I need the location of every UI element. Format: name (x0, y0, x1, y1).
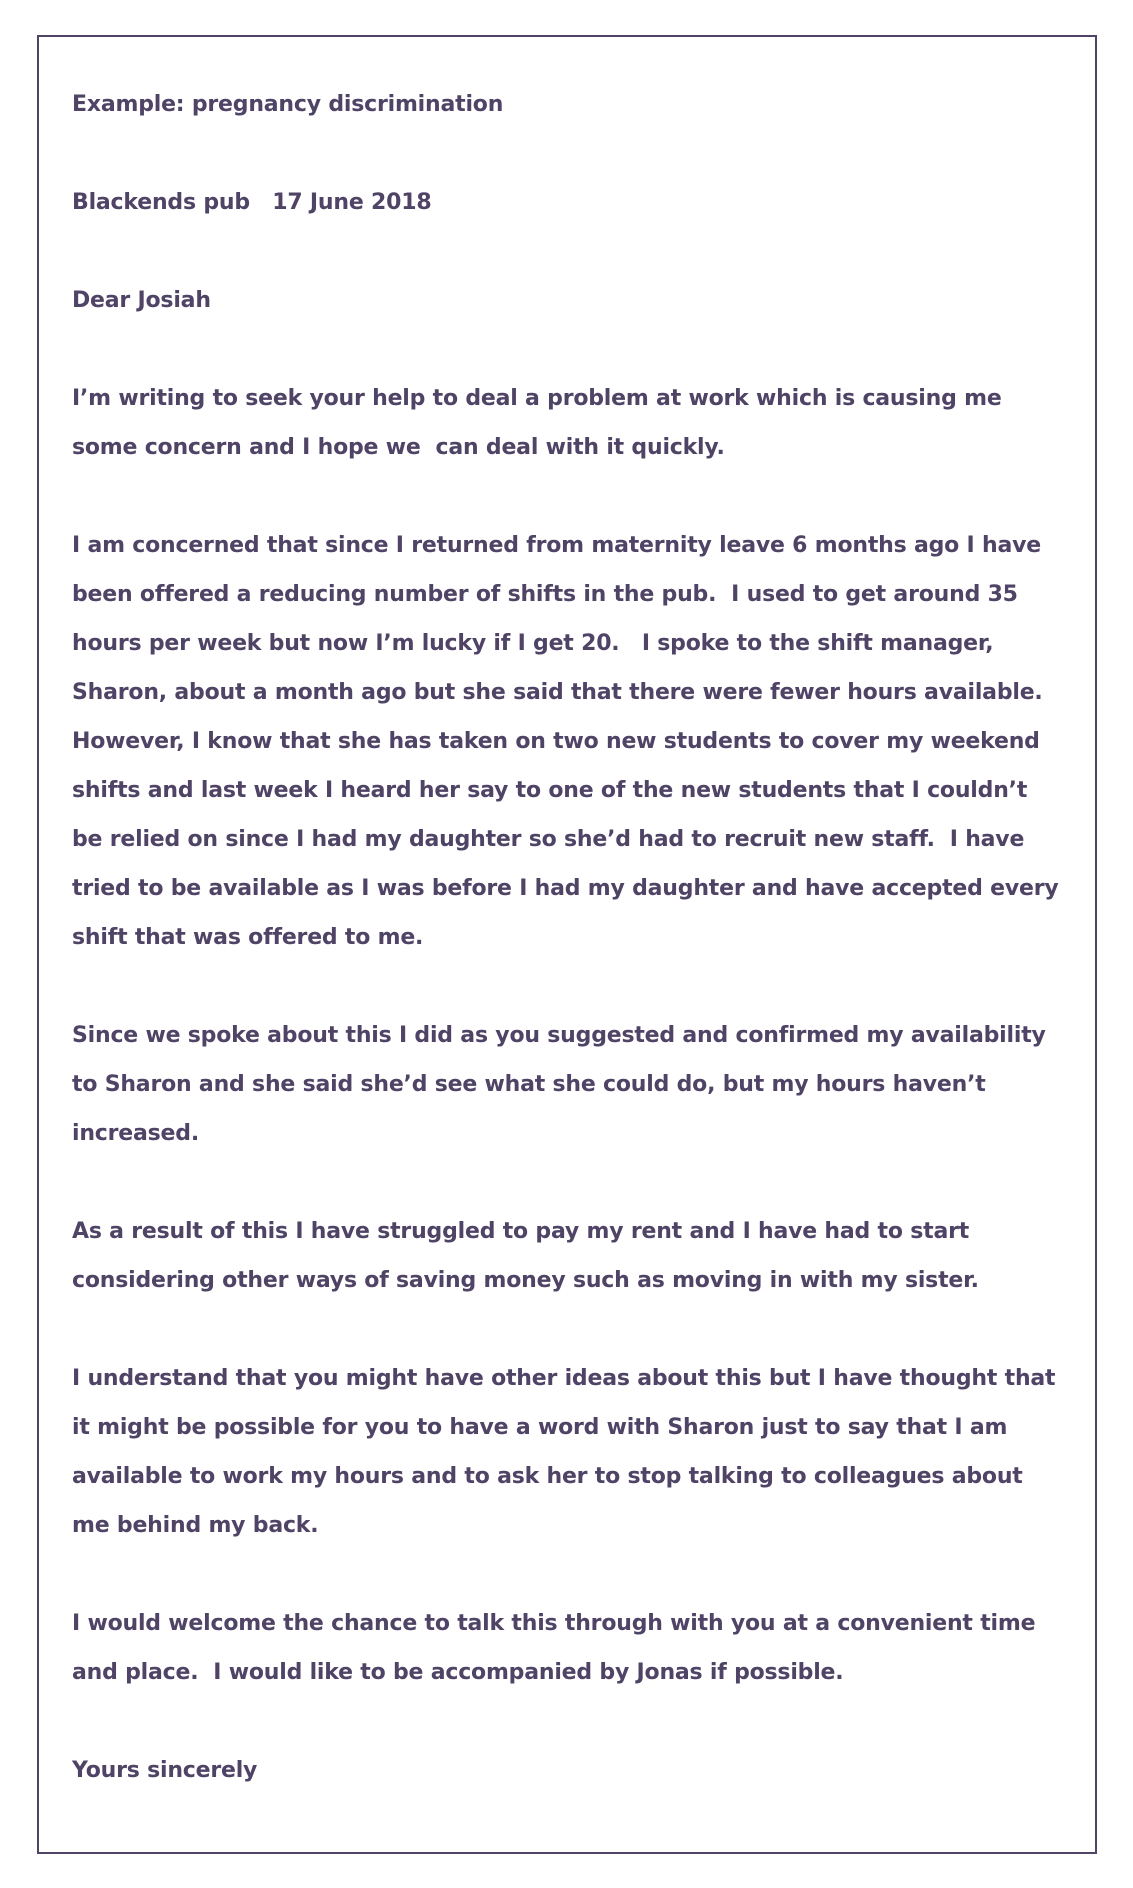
letter-paragraph-concern: I am concerned that since I returned from maternity leave 6 months ago I have been offered a reducing number of shifts in the pub. I used to get around 35 hours per week but now I’m lucky if I get 20. I spoke to the shift manager, Sharon, about a month ago but she said that there were fewer hours available. However, I know that she has taken on two new students to cover my weekend shifts and last week I heard her say to one of the new students that I couldn’t be relied on since I had my daughter so she’d had to recruit new staff. I have tried to be available as I was before I had my daughter and have accepted every shift that was offered to me. (72, 533, 1066, 950)
letter-paragraph-proposal: I understand that you might have other ideas about this but I have thought that it might be possible for you to have a word with Sharon just to say that I am available to work my hours and to ask her to stop talking to colleagues about me behind my back. (72, 1366, 1063, 1538)
letter-frame (37, 35, 1097, 1854)
letter-paragraph-impact: As a result of this I have struggled to pay my rent and I have had to start considering other ways of saving money such as moving in with my sister. (72, 1219, 979, 1293)
letter-closing: Yours sincerely (72, 1758, 258, 1783)
letter-paragraph-meeting: I would welcome the chance to talk this through with you at a convenient time and place. I would like to be accompanied by Jonas if possible. (72, 1611, 1043, 1685)
letter-paragraph-follow-up: Since we spoke about this I did as you suggested and confirmed my availability to Sharon and she said she’d see what she could do, but my hours haven’t increased. (72, 1023, 1054, 1146)
letter-salutation: Dear Josiah (72, 288, 211, 313)
letter-place-date: Blackends pub 17 June 2018 (72, 190, 432, 215)
letter-paragraph-request: I’m writing to seek your help to deal a problem at work which is causing me some concern and I hope we can deal with it quickly. (72, 386, 1010, 460)
letter-heading: Example: pregnancy discrimination (72, 92, 504, 117)
